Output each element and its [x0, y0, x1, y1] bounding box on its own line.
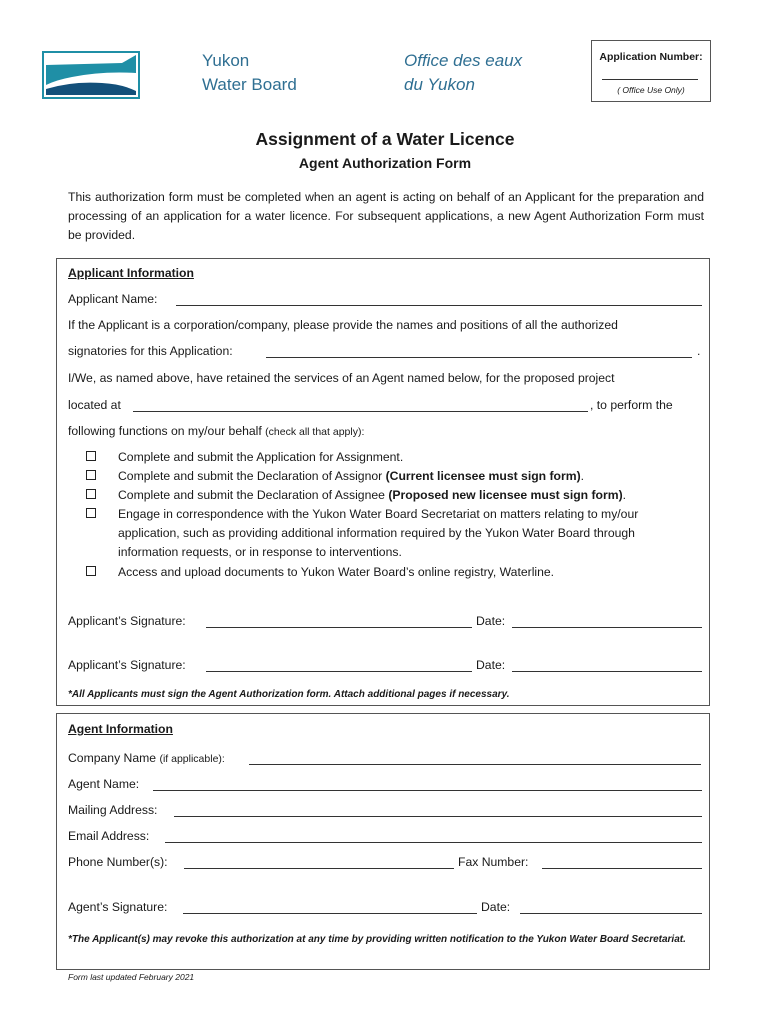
company-label: Company Name: [68, 751, 157, 765]
applicant-signature-field-2[interactable]: [206, 671, 472, 672]
task-2-bold: (Current licensee must sign form): [385, 469, 581, 483]
org-name-english: [202, 49, 297, 97]
agent-name-label: Agent Name:: [68, 777, 140, 791]
task-label-5: Access and upload documents to Yukon Water Board’s online registry, Waterline.: [118, 565, 555, 579]
application-number-box: [591, 40, 711, 102]
form-last-updated: Form last updated February 2021: [68, 972, 195, 982]
agent-section-title: Agent Information: [68, 722, 173, 736]
corporation-text: If the Applicant is a corporation/company, please provide the names and positions of all the authorized: [68, 318, 618, 332]
email-address-field[interactable]: [165, 842, 702, 843]
org-name-french: [404, 49, 522, 97]
task-3-text: Complete and submit the Declaration of Assignee: [118, 488, 389, 502]
org-fr-line2: du Yukon: [404, 75, 475, 94]
applicant-signature-field-1[interactable]: [206, 627, 472, 628]
phone-number-label: Phone Number(s):: [68, 855, 168, 869]
phone-number-field[interactable]: [184, 868, 454, 869]
intro-paragraph: This authorization form must be completed when an agent is acting on behalf of an Applicant for the preparation and processing of an application for a water licence. For subsequent applications, a new Agent Authorization Form must be provided.: [68, 190, 704, 242]
task-2-text: Complete and submit the Declaration of Assignor: [118, 469, 386, 483]
task-label-2: [118, 467, 584, 486]
applicant-date-label-1: Date:: [476, 614, 506, 628]
task-checkbox-5[interactable]: [86, 566, 96, 576]
form-title: Assignment of a Water Licence: [255, 129, 515, 149]
company-name-label: [68, 750, 225, 767]
org-fr-line1: Office des eaux: [404, 51, 523, 70]
org-en-line2: Water Board: [202, 75, 297, 94]
agent-signature-label: Agent’s Signature:: [68, 900, 168, 914]
application-number-label: Application Number:: [599, 51, 703, 63]
project-location-field[interactable]: [133, 411, 588, 412]
applicant-signature-label-1: Applicant’s Signature:: [68, 614, 186, 628]
org-en-line1: Yukon: [202, 51, 250, 70]
functions-text: [68, 423, 364, 440]
yukon-water-board-logo: [42, 51, 140, 99]
office-use-note: ( Office Use Only): [617, 85, 685, 95]
task-checkbox-3[interactable]: [86, 489, 96, 499]
task-label-3: [118, 486, 626, 505]
email-address-label: Email Address:: [68, 829, 150, 843]
agent-date-field[interactable]: [520, 913, 702, 914]
form-subtitle: Agent Authorization Form: [298, 155, 472, 171]
applicant-date-label-2: Date:: [476, 658, 506, 672]
applicant-name-field[interactable]: [176, 305, 702, 306]
agent-name-field[interactable]: [153, 790, 702, 791]
perform-text: , to perform the: [590, 398, 673, 412]
task-label-4: Engage in correspondence with the Yukon Water Board Secretariat on matters relating to my/our application, such as providing additional information required by the Yukon Water Board through information requests, or in response to interventions.: [118, 507, 639, 559]
signatories-label: signatories for this Application:: [68, 344, 233, 358]
signatories-period: .: [697, 344, 701, 358]
agent-note: *The Applicant(s) may revoke this authorization at any time by providing written notification to the Yukon Water Board Secretariat.: [68, 934, 686, 945]
functions-note: (check all that apply):: [265, 426, 365, 438]
signatories-field[interactable]: [266, 357, 692, 358]
mailing-address-field[interactable]: [174, 816, 702, 817]
applicant-date-field-2[interactable]: [512, 671, 702, 672]
task-label-1: Complete and submit the Application for Assignment.: [118, 450, 404, 464]
applicant-signature-label-2: Applicant’s Signature:: [68, 658, 186, 672]
task-3-bold: (Proposed new licensee must sign form): [388, 488, 623, 502]
agent-date-label: Date:: [481, 900, 511, 914]
task-3-end: .: [622, 488, 627, 502]
retained-text: I/We, as named above, have retained the services of an Agent named below, for the proposed project: [68, 371, 615, 385]
application-number-field[interactable]: [602, 79, 698, 80]
mailing-address-label: Mailing Address:: [68, 803, 158, 817]
task-checkbox-4[interactable]: [86, 508, 96, 518]
applicant-note: *All Applicants must sign the Agent Authorization form. Attach additional pages if necessary.: [68, 689, 510, 700]
applicant-section-title: Applicant Information: [68, 266, 194, 280]
company-name-field[interactable]: [249, 764, 701, 765]
task-checkbox-2[interactable]: [86, 470, 96, 480]
agent-signature-field[interactable]: [183, 913, 477, 914]
task-checkbox-1[interactable]: [86, 451, 96, 461]
fax-number-field[interactable]: [542, 868, 702, 869]
applicant-date-field-1[interactable]: [512, 627, 702, 628]
functions-label: following functions on my/our behalf: [68, 424, 262, 438]
located-at-label: located at: [68, 398, 121, 412]
fax-number-label: Fax Number:: [458, 855, 529, 869]
task-2-end: .: [580, 469, 585, 483]
company-note: (if applicable):: [159, 753, 225, 765]
applicant-name-label: Applicant Name:: [68, 292, 158, 306]
